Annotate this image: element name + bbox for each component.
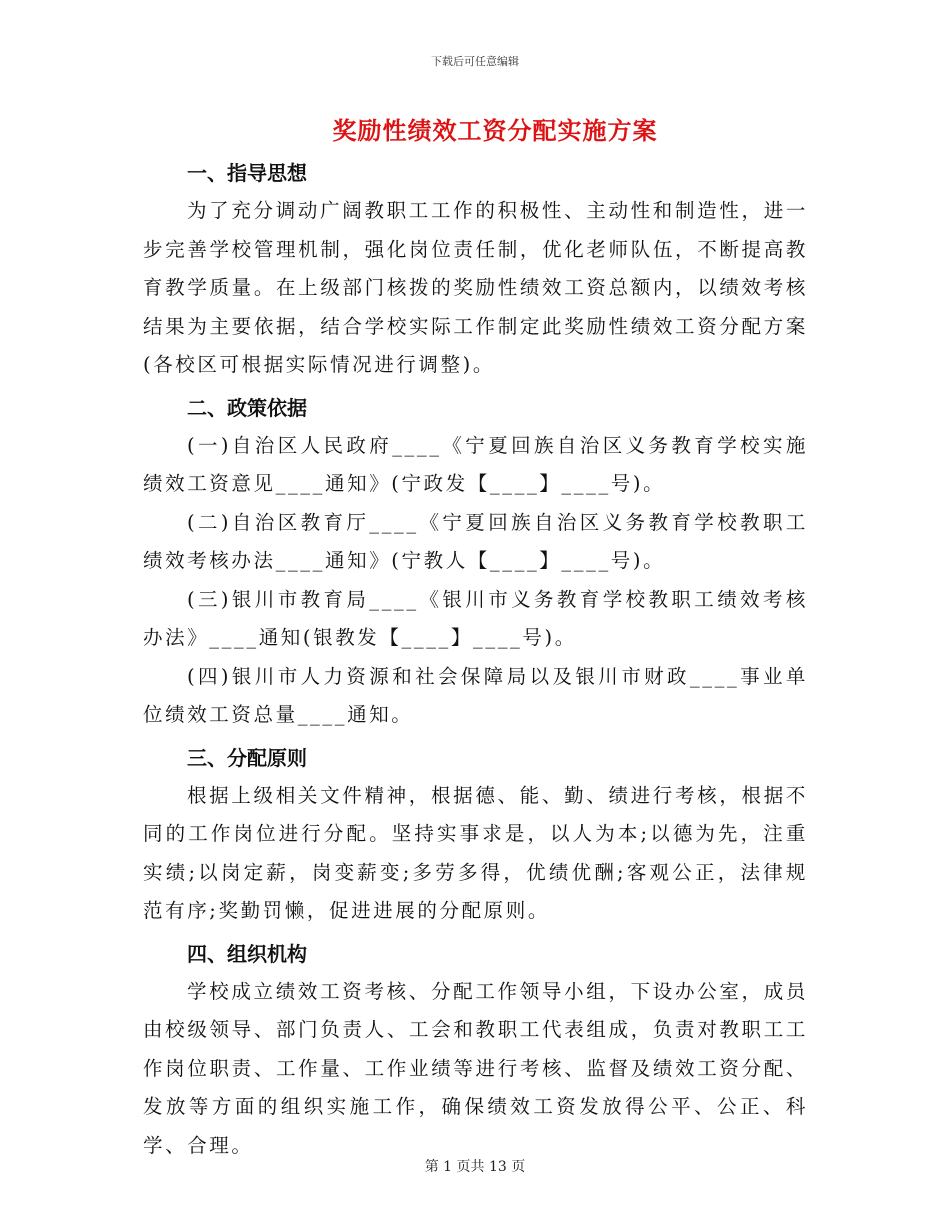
- section-policy-basis: [143, 389, 808, 735]
- document-title: 奖励性绩效工资分配实施方案: [332, 117, 658, 145]
- paragraph: 为了充分调动广阔教职工工作的积极性、主动性和制造性，进一步完善学校管理机制，强化岗位责任制，优化老师队伍，不断提高教育教学质量。在上级部门核拨的奖励性绩效工资总额内，以绩效考核结果为主要依据，结合学校实际工作制定此奖励性绩效工资分配方案(各校区可根据实际情况进行调整)。: [143, 199, 808, 376]
- section-heading: 一、指导思想: [187, 161, 307, 185]
- section-guiding-ideology: [143, 154, 808, 385]
- page-number: 第 1 页共 13 页: [424, 1159, 526, 1175]
- document-body: [143, 150, 808, 1165]
- paragraph: (一)自治区人民政府____《宁夏回族自治区义务教育学校实施绩效工资意见____通知》(宁政发【____】____号)。: [143, 433, 808, 495]
- section-distribution-principles: [143, 739, 808, 931]
- paragraph: (三)银川市教育局____《银川市义务教育学校教职工绩效考核办法》____通知(银教发【____】____号)。: [143, 587, 808, 649]
- page-header-note: 下载后可任意编辑: [431, 55, 519, 68]
- paragraph: 学校成立绩效工资考核、分配工作领导小组，下设办公室，成员由校级领导、部门负责人、工会和教职工代表组成，负责对教职工工作岗位职责、工作量、工作业绩等进行考核、监督及绩效工资分配、发放等方面的组织实施工作，确保绩效工资发放得公平、公正、科学、合理。: [143, 979, 808, 1157]
- paragraph: 根据上级相关文件精神，根据德、能、勤、绩进行考核，根据不同的工作岗位进行分配。坚持实事求是，以人为本;以德为先，注重实绩;以岗定薪，岗变薪变;多劳多得，优绩优酬;客观公正，法律规范有序;奖勤罚懒，促进进展的分配原则。: [143, 783, 808, 922]
- section-heading: 二、政策依据: [187, 395, 307, 420]
- paragraph: (四)银川市人力资源和社会保障局以及银川市财政____事业单位绩效工资总量____通知。: [143, 664, 808, 726]
- section-organization: [143, 935, 808, 1166]
- section-heading: 四、组织机构: [187, 941, 307, 966]
- section-heading: 三、分配原则: [187, 745, 307, 770]
- paragraph: (二)自治区教育厅____《宁夏回族自治区义务教育学校教职工绩效考核办法____通知》(宁教人【____】____号)。: [143, 510, 808, 572]
